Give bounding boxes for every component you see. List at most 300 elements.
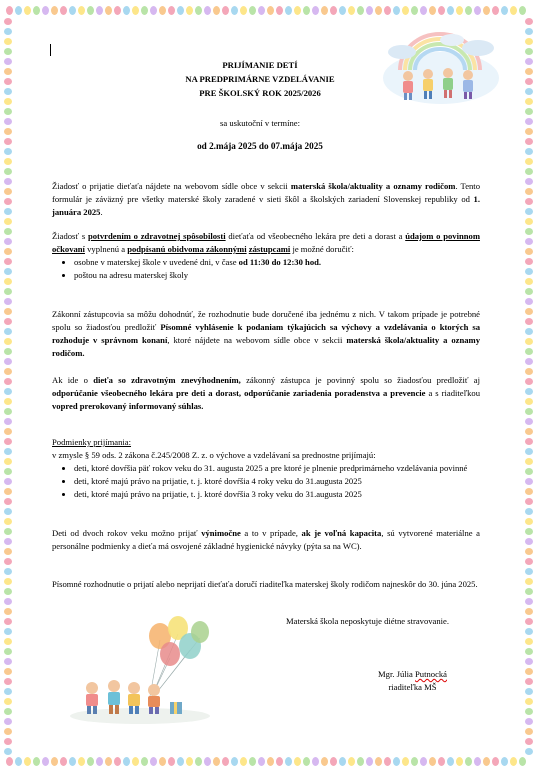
border-dot xyxy=(141,757,148,766)
p3-declaration: Písomné vyhlásenie k podaniam týkajúcich sa výchovy a vzdelávania o ktorých sa rozhoduje v správnom konaní xyxy=(52,322,481,345)
border-dot xyxy=(525,158,533,165)
border-dot xyxy=(15,6,22,15)
border-dot xyxy=(483,6,490,15)
border-dot xyxy=(525,558,533,565)
border-dot xyxy=(4,338,12,345)
border-dot xyxy=(4,228,12,235)
border-dot xyxy=(357,757,364,766)
p3-section-link: materská škola/aktuality a oznamy rodičom. xyxy=(52,335,480,358)
border-dot xyxy=(525,438,533,445)
border-dot xyxy=(4,278,12,285)
p5-exceptionally: výnimočne xyxy=(201,528,241,538)
kids-balloons-illustration xyxy=(62,608,218,726)
border-dot xyxy=(141,6,148,15)
border-dot xyxy=(393,6,400,15)
border-dot xyxy=(525,538,533,545)
border-dot xyxy=(69,757,76,766)
title-line-3: PRE ŠKOLSKÝ ROK 2025/2026 xyxy=(199,88,321,98)
border-dot xyxy=(4,368,12,375)
border-dot xyxy=(6,757,13,766)
border-dot xyxy=(525,338,533,345)
border-dot xyxy=(348,757,355,766)
border-dot xyxy=(249,757,256,766)
border-dot xyxy=(4,708,12,715)
border-dot xyxy=(525,378,533,385)
border-dot xyxy=(438,6,445,15)
p4-text-3: a s riaditeľkou xyxy=(425,388,480,398)
decision-paragraph: Písomné rozhodnutie o prijatí alebo neprijatí dieťaťa doručí riaditeľka materskej školy rodičom najneskôr do 30. júna 2025. xyxy=(52,579,478,589)
border-dot xyxy=(456,757,463,766)
border-dot xyxy=(4,188,12,195)
border-dot xyxy=(525,228,533,235)
p4-text-2: zákonný zástupca je povinný spolu so žiadosťou predložiť aj xyxy=(240,375,481,385)
border-dot xyxy=(4,258,12,265)
border-dot xyxy=(525,588,533,595)
border-dot xyxy=(525,738,533,745)
border-dot xyxy=(525,498,533,505)
border-dot xyxy=(501,6,508,15)
border-dot xyxy=(525,708,533,715)
border-dot xyxy=(4,578,12,585)
border-dot xyxy=(525,108,533,115)
border-dot xyxy=(525,238,533,245)
border-dot xyxy=(525,688,533,695)
border-dot xyxy=(366,6,373,15)
border-dot xyxy=(24,6,31,15)
border-dot xyxy=(525,668,533,675)
border-dot xyxy=(4,98,12,105)
border-dot xyxy=(525,148,533,155)
border-dot xyxy=(4,478,12,485)
border-dot xyxy=(525,328,533,335)
border-dot xyxy=(285,757,292,766)
border-dot xyxy=(525,268,533,275)
border-dot xyxy=(384,6,391,15)
border-dot xyxy=(4,448,12,455)
border-dot xyxy=(525,258,533,265)
border-dot xyxy=(42,6,49,15)
term-intro: sa uskutoční v termíne: xyxy=(220,118,300,128)
border-dot xyxy=(4,148,12,155)
border-dot xyxy=(339,757,346,766)
border-dot xyxy=(321,6,328,15)
border-dot xyxy=(4,748,12,755)
border-dot xyxy=(4,78,12,85)
border-dot xyxy=(525,58,533,65)
border-dot xyxy=(177,757,184,766)
border-dot xyxy=(4,198,12,205)
border-dot xyxy=(222,757,229,766)
border-dot xyxy=(4,268,12,275)
p3-text: Zákonní zástupcovia sa môžu dohodnúť, že rozhodnutie bude doručené iba jednému z nich. V takom prípade je potrebné spolu so žiadosťou predložiť xyxy=(52,309,480,332)
signature-name-last: Putnocká xyxy=(415,669,447,679)
border-dot xyxy=(78,6,85,15)
border-dot xyxy=(525,748,533,755)
p1-text-2: . Tento formulár je záväzný pre všetky materské školy zaradené v sieti škôl a školských zariadení Slovenskej republiky od xyxy=(52,181,480,204)
border-dot xyxy=(4,698,12,705)
border-dot xyxy=(525,478,533,485)
border-dot xyxy=(4,468,12,475)
border-dot xyxy=(123,757,130,766)
border-dot xyxy=(4,558,12,565)
border-dot xyxy=(4,628,12,635)
border-dot xyxy=(330,6,337,15)
border-dot xyxy=(525,118,533,125)
border-dot xyxy=(4,48,12,55)
border-dot xyxy=(525,128,533,135)
border-dot xyxy=(159,6,166,15)
border-dot xyxy=(186,757,193,766)
border-dot xyxy=(249,6,256,15)
border-dot xyxy=(4,598,12,605)
border-dot xyxy=(525,728,533,735)
border-dot xyxy=(150,6,157,15)
border-dot xyxy=(24,757,31,766)
border-dot xyxy=(33,6,40,15)
delivery-text: osobne v materskej škole v uvedené dni, v čase xyxy=(74,257,239,267)
border-dot xyxy=(4,58,12,65)
border-dot xyxy=(330,757,337,766)
border-dot xyxy=(4,118,12,125)
border-dot xyxy=(525,318,533,325)
border-dot xyxy=(4,68,12,75)
border-dot xyxy=(4,18,12,25)
title-line-2: NA PREDPRIMÁRNE VZDELÁVANIE xyxy=(185,74,335,84)
border-dot xyxy=(4,158,12,165)
border-dot xyxy=(4,408,12,415)
border-dot xyxy=(4,348,12,355)
border-dot xyxy=(447,6,454,15)
border-dot xyxy=(525,28,533,35)
border-dot xyxy=(4,288,12,295)
border-dot xyxy=(525,208,533,215)
border-dot xyxy=(4,608,12,615)
diet-note: Materská škola neposkytuje diétne stravovanie. xyxy=(286,616,449,626)
border-dot xyxy=(4,538,12,545)
disability-paragraph xyxy=(52,374,480,413)
border-dot xyxy=(4,668,12,675)
list-item: • deti, ktoré dovŕšia päť rokov veku do 31. augusta 2025 a pre ktoré je plnenie predprimárneho vzdelávania povinné xyxy=(74,462,480,475)
border-dot xyxy=(69,6,76,15)
border-dot xyxy=(525,608,533,615)
border-dot xyxy=(402,757,409,766)
border-dot xyxy=(4,518,12,525)
border-dot xyxy=(4,208,12,215)
border-dot xyxy=(525,198,533,205)
border-dot xyxy=(420,757,427,766)
border-dot xyxy=(4,178,12,185)
border-dot xyxy=(525,218,533,225)
border-right xyxy=(525,18,533,755)
border-dot xyxy=(465,6,472,15)
border-dot xyxy=(525,628,533,635)
border-dot xyxy=(4,358,12,365)
border-dot xyxy=(123,6,130,15)
border-dot xyxy=(525,598,533,605)
border-dot xyxy=(4,218,12,225)
list-item: • deti, ktoré majú právo na prijatie, t. j. ktoré dovŕšia 3 roky veku do 31.augusta 2025 xyxy=(74,488,480,501)
border-dot xyxy=(51,6,58,15)
p2-health-cert: potvrdením o zdravotnej spôsobilosti xyxy=(87,231,226,241)
border-dot xyxy=(294,6,301,15)
border-dot xyxy=(4,678,12,685)
border-dot xyxy=(204,757,211,766)
text-cursor xyxy=(50,44,51,56)
border-dot xyxy=(321,757,328,766)
border-dot xyxy=(4,328,12,335)
p2-representatives: zástupcami xyxy=(248,244,291,254)
border-dot xyxy=(510,6,517,15)
border-dot xyxy=(4,638,12,645)
border-dot xyxy=(267,6,274,15)
border-dot xyxy=(4,298,12,305)
border-dot xyxy=(4,388,12,395)
border-dot xyxy=(240,6,247,15)
list-item: • deti, ktoré majú právo na prijatie, t. j. ktoré dovŕšia 4 roky veku do 31.augusta 2025 xyxy=(74,475,480,488)
border-dot xyxy=(525,508,533,515)
border-dot xyxy=(4,618,12,625)
border-dot xyxy=(33,757,40,766)
border-dot xyxy=(525,358,533,365)
border-dot xyxy=(4,308,12,315)
border-dot xyxy=(447,757,454,766)
border-dot xyxy=(525,138,533,145)
border-dot xyxy=(4,238,12,245)
border-dot xyxy=(114,6,121,15)
page-title xyxy=(110,58,410,100)
border-left xyxy=(4,18,12,755)
border-dot xyxy=(474,6,481,15)
border-dot xyxy=(501,757,508,766)
health-certificate-paragraph xyxy=(52,230,480,282)
border-dot xyxy=(525,18,533,25)
border-dot xyxy=(4,438,12,445)
border-dot xyxy=(525,448,533,455)
border-dot xyxy=(258,757,265,766)
border-dot xyxy=(525,458,533,465)
border-dot xyxy=(525,88,533,95)
border-dot xyxy=(4,718,12,725)
border-dot xyxy=(429,6,436,15)
border-dot xyxy=(4,398,12,405)
border-dot xyxy=(4,248,12,255)
p1-date: 1. januára 2025 xyxy=(52,194,480,217)
border-dot xyxy=(4,88,12,95)
border-dot xyxy=(4,648,12,655)
border-dot xyxy=(4,738,12,745)
border-dot xyxy=(4,508,12,515)
signature-name-first: Mgr. Júlia xyxy=(378,669,416,679)
border-dot xyxy=(525,568,533,575)
border-dot xyxy=(303,757,310,766)
border-dot xyxy=(105,757,112,766)
border-dot xyxy=(525,578,533,585)
border-dot xyxy=(231,757,238,766)
border-dot xyxy=(525,248,533,255)
border-dot xyxy=(60,757,67,766)
border-dot xyxy=(525,308,533,315)
p4-consent: vopred prerokovaný informovaný súhlas. xyxy=(52,401,204,411)
border-dot xyxy=(525,528,533,535)
border-dot xyxy=(312,6,319,15)
border-dot xyxy=(525,38,533,45)
border-dot xyxy=(240,757,247,766)
border-dot xyxy=(357,6,364,15)
admission-conditions xyxy=(52,436,480,501)
border-dot xyxy=(525,48,533,55)
border-dot xyxy=(510,757,517,766)
border-dot xyxy=(4,728,12,735)
border-dot xyxy=(177,6,184,15)
border-dot xyxy=(4,498,12,505)
border-dot xyxy=(132,6,139,15)
p5-text-2: a to v prípade, xyxy=(240,528,302,538)
p4-disability: dieťa so zdravotným znevýhodnením, xyxy=(93,375,241,385)
border-dot xyxy=(4,38,12,45)
border-dot xyxy=(525,488,533,495)
border-dot xyxy=(87,6,94,15)
p1-section-link: materská škola/aktuality a oznamy rodičom xyxy=(290,181,456,191)
border-dot xyxy=(525,428,533,435)
border-dot xyxy=(186,6,193,15)
border-dot xyxy=(213,757,220,766)
conditions-title: Podmienky prijímania: xyxy=(52,437,132,447)
border-dot xyxy=(429,757,436,766)
border-dot xyxy=(195,6,202,15)
border-dot xyxy=(4,138,12,145)
border-dot xyxy=(465,757,472,766)
p5-text: Deti od dvoch rokov veku možno prijať xyxy=(52,528,202,538)
border-dot xyxy=(438,757,445,766)
border-dot xyxy=(525,518,533,525)
decision-delivery-paragraph xyxy=(52,308,480,360)
border-dot xyxy=(312,757,319,766)
border-dot xyxy=(525,638,533,645)
border-dot xyxy=(222,6,229,15)
exception-paragraph xyxy=(52,527,480,553)
border-dot xyxy=(525,408,533,415)
border-dot xyxy=(114,757,121,766)
border-dot xyxy=(4,28,12,35)
border-dot xyxy=(525,618,533,625)
border-dot xyxy=(276,6,283,15)
border-dot xyxy=(4,568,12,575)
border-dot xyxy=(402,6,409,15)
border-dot xyxy=(96,6,103,15)
border-dot xyxy=(525,98,533,105)
conditions-list xyxy=(52,462,480,501)
border-dot xyxy=(6,6,13,15)
list-item xyxy=(74,256,480,269)
border-dot xyxy=(15,757,22,766)
border-dot xyxy=(420,6,427,15)
border-dot xyxy=(525,178,533,185)
border-dot xyxy=(525,648,533,655)
border-dot xyxy=(4,458,12,465)
p2-text-2: dieťaťa od všeobecného lekára pre deti a dorast a xyxy=(225,231,406,241)
border-dot xyxy=(60,6,67,15)
border-dot xyxy=(525,68,533,75)
border-dot xyxy=(525,288,533,295)
border-dot xyxy=(525,78,533,85)
border-dot xyxy=(4,318,12,325)
border-top xyxy=(6,6,526,15)
border-dot xyxy=(525,188,533,195)
border-dot xyxy=(4,378,12,385)
border-dot xyxy=(267,757,274,766)
border-dot xyxy=(285,6,292,15)
border-dot xyxy=(492,6,499,15)
border-dot xyxy=(483,757,490,766)
border-dot xyxy=(4,688,12,695)
border-dot xyxy=(168,757,175,766)
border-dot xyxy=(276,757,283,766)
border-dot xyxy=(294,757,301,766)
border-dot xyxy=(4,418,12,425)
border-dot xyxy=(525,658,533,665)
signature-name xyxy=(378,668,447,681)
border-dot xyxy=(78,757,85,766)
p5-text-3: , sú vytvorené materiálne a personálne podmienky a dieťa má osvojené základné hygienické návyky (pýta sa na WC). xyxy=(52,528,480,551)
border-dot xyxy=(525,418,533,425)
border-dot xyxy=(411,757,418,766)
signature-role: riaditeľka MŠ xyxy=(388,682,437,692)
border-dot xyxy=(525,388,533,395)
p2-vaccination: údajom o povinnom očkovaní xyxy=(52,231,480,254)
border-dot xyxy=(96,757,103,766)
p3-text-2: , ktoré nájdete na webovom sídle obce v sekcii xyxy=(167,335,347,345)
border-dot xyxy=(105,6,112,15)
border-dot xyxy=(348,6,355,15)
border-dot xyxy=(4,488,12,495)
border-dot xyxy=(150,757,157,766)
border-dot xyxy=(519,6,526,15)
term-dates: od 2.mája 2025 do 07.mája 2025 xyxy=(197,141,323,151)
p4-recommendation: odporúčanie všeobecného lekára pre deti a dorast, odporúčanie zariadenia poradenstva a prevencie xyxy=(52,388,426,398)
p2-text-3: vyplnenú a xyxy=(84,244,128,254)
list-item xyxy=(74,269,480,282)
title-line-1: PRIJÍMANIE DETÍ xyxy=(222,60,298,70)
signature-block xyxy=(378,668,447,694)
application-paragraph xyxy=(52,180,480,219)
border-dot xyxy=(4,128,12,135)
border-dot xyxy=(519,757,526,766)
border-dot xyxy=(525,698,533,705)
border-dot xyxy=(456,6,463,15)
border-dot xyxy=(4,548,12,555)
border-dot xyxy=(4,428,12,435)
border-dot xyxy=(525,298,533,305)
p1-text: Žiadosť o prijatie dieťaťa nájdete na webovom sídle obce v sekcii xyxy=(52,181,291,191)
p2-text: Žiadosť s xyxy=(52,231,88,241)
border-dot xyxy=(159,757,166,766)
border-dot xyxy=(51,757,58,766)
border-dot xyxy=(132,757,139,766)
border-dot xyxy=(525,718,533,725)
border-dot xyxy=(42,757,49,766)
p1-end: . xyxy=(100,207,103,217)
delivery-list xyxy=(52,256,480,282)
border-dot xyxy=(525,398,533,405)
p2-text-4: je možné doručiť: xyxy=(290,244,354,254)
border-dot xyxy=(525,468,533,475)
border-dot xyxy=(339,6,346,15)
border-dot xyxy=(384,757,391,766)
border-bottom xyxy=(6,757,526,766)
border-dot xyxy=(375,757,382,766)
border-dot xyxy=(411,6,418,15)
delivery-time: od 11:30 do 12:30 hod. xyxy=(238,257,322,267)
